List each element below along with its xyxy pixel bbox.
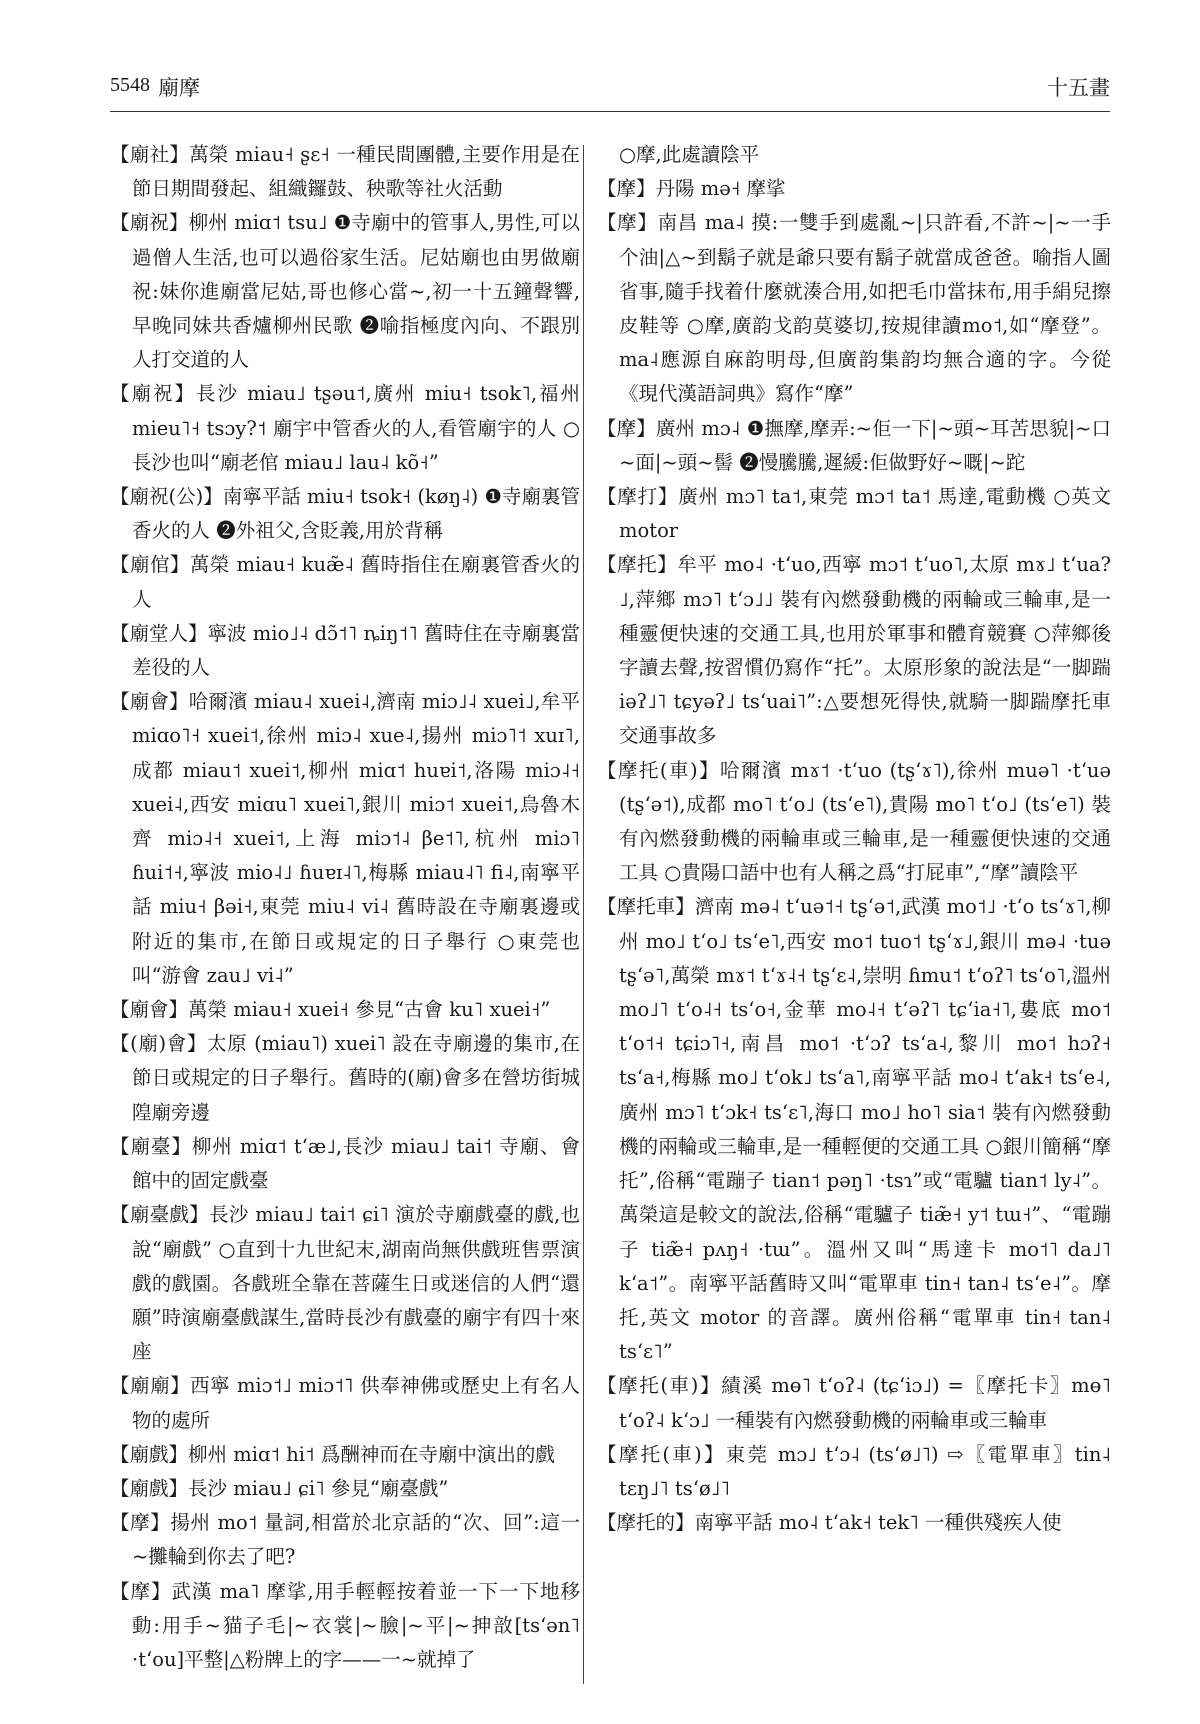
- entry-text: 武漢 ma˥ 摩挲,用手輕輕按着並一下一下地移動:用手~猫子毛|~衣裳|~臉|~平|~抻敨[tsʻən˥ ·tʻou]平整|△粉牌上的字——一~就掉了: [132, 1579, 580, 1671]
- entry-headword: 【廟戲】: [110, 1442, 189, 1466]
- dictionary-entry: [110, 993, 580, 1027]
- entry-headword: 【摩托(車)】: [597, 758, 721, 782]
- dictionary-entry: [597, 890, 1111, 1369]
- dictionary-entry: [597, 1506, 1111, 1540]
- entry-headword: 【摩】: [597, 177, 656, 201]
- dictionary-entry: [110, 617, 580, 685]
- dictionary-entry: [597, 1438, 1111, 1506]
- entry-headword: 【摩】: [597, 211, 658, 235]
- entry-text: 牟平 mo˨ ·tʻuo,西寧 mɔ˦ tʻuo˥,太原 mɤ˩ tʻua?˩,萍鄉 mɔ˥ tʻɔ˩˩ 裝有內燃發動機的兩輪或三輪車,是一種靈便快速的交通工具,也用於軍事和體育競賽 ○萍鄉後字讀去聲,按習慣仍寫作“托”。太原形象的說法是“一脚踹 iəʔ˩˥ tɕyəʔ˩ tsʻuai˥”:△要想死得快,就騎一脚踹摩托車交通事故多: [619, 553, 1111, 748]
- dictionary-entry: [597, 1369, 1111, 1437]
- dictionary-entry: [110, 1438, 580, 1472]
- entry-text: 績溪 mɵ˥ tʻoʔ˨ (tɕʻiɔ˩) =〖摩托卡〗mɵ˥ tʻoʔ˨ kʻɔ˩ 一種裝有內燃發動機的兩輪車或三輪車: [619, 1374, 1111, 1432]
- column-divider: [583, 145, 584, 1684]
- entry-headword: 【廟戲】: [110, 1476, 189, 1500]
- entry-text: 廣州 mɔ˥ ta˦,東莞 mɔ˦ ta˦ 馬達,電動機 ○英文 motor: [619, 485, 1111, 543]
- dictionary-entry: [597, 548, 1111, 753]
- entry-headword: 【廟臺】: [110, 1134, 192, 1158]
- dictionary-entry: [110, 377, 580, 480]
- page-title: 廟摩: [158, 76, 200, 100]
- running-header: [110, 66, 1110, 106]
- entry-headword: 【廟祝(公)】: [110, 485, 223, 509]
- entry-text: 柳州 miɑ˦ tʻæ˩,長沙 miau˩ tai˦ 寺廟、會館中的固定戲臺: [132, 1134, 580, 1193]
- entry-text: ○摩,此處讀陰平: [619, 143, 760, 166]
- entry-headword: 【摩托的】: [597, 1511, 695, 1535]
- dictionary-entry: [110, 1027, 580, 1130]
- dictionary-entry: [110, 1575, 580, 1678]
- dictionary-entry: [597, 480, 1111, 548]
- entry-headword: 【廟祝】: [110, 382, 196, 406]
- entry-text: 南寧平話 miu˧ tsok˧ (køŋ˨) ❶寺廟裏管香火的人 ❷外祖父,含貶義,用於背稱: [132, 485, 580, 543]
- entry-headword: 【廟廟】: [110, 1374, 191, 1398]
- entry-text: 長沙 miau˩ tai˦ ɕi˥ 演於寺廟戲臺的戲,也說“廟戲” ○直到十九世紀末,湖南尚無供戲班售票演戲的戲園。各戲班全靠在菩薩生日或迷信的人們“還願”時演廟臺戲謀生,當時長沙有戲臺的廟宇有四十來座: [132, 1203, 580, 1364]
- entry-text: 哈爾濱 mɤ˦ ·tʻuo (tʂʻɤ˥),徐州 muə˥ ·tʻuə (tʂʻə˦),成都 mo˥ tʻo˩ (tsʻe˥),貴陽 mo˥ tʻo˩ (tsʻe˥) 裝有內燃發動機的兩輪車或三輪車,是一種靈便快速的交通工具 ○貴陽口語中也有人稱之爲“打屁車”,“摩”讀陰平: [619, 758, 1111, 885]
- dictionary-entry: [110, 480, 580, 548]
- dictionary-entry: [110, 1130, 580, 1198]
- entry-headword: 【廟臺戲】: [110, 1203, 210, 1227]
- dictionary-entry: [597, 754, 1111, 891]
- entry-text: 柳州 miɑ˦ hi˦ 爲酬神而在寺廟中演出的戲: [188, 1442, 555, 1466]
- entry-headword: 【摩】: [110, 1579, 172, 1603]
- entry-text: 長沙 miau˩ tʂəu˦,廣州 miu˧ tsok˥,福州 mieu˥˧ tsɔy?˦ 廟宇中管香火的人,看管廟宇的人 ○長沙也叫“廟老倌 miau˩ lau˨ kõ˧”: [132, 382, 580, 474]
- entry-text: 萬榮 miau˧ xuei˧ 參見“古會 ku˥ xuei˧”: [188, 998, 551, 1022]
- entry-headword: 【摩打】: [597, 485, 679, 509]
- entry-headword: 【廟會】: [110, 998, 189, 1022]
- left-column: [110, 138, 580, 1677]
- dictionary-entry: [597, 412, 1111, 480]
- entry-headword: 【廟倌】: [110, 553, 190, 577]
- entry-headword: 【廟祝】: [110, 211, 189, 235]
- entry-headword: 【摩托車】: [597, 895, 695, 919]
- entry-text: 揚州 mo˦ 量詞,相當於北京話的“次、回”:這一~攤輪到你去了吧?: [132, 1511, 580, 1569]
- header-rule: [110, 111, 1110, 112]
- entry-text: 長沙 miau˩ ɕi˥ 參見“廟臺戲”: [188, 1476, 449, 1500]
- entry-text: 西寧 miɔ˦˩ miɔ˦˥ 供奉神佛或歷史上有名人物的處所: [132, 1374, 580, 1432]
- entry-headword: 【摩托】: [597, 553, 678, 577]
- dictionary-entry: [110, 206, 580, 377]
- entry-text: 萬榮 miau˧ kuæ̃˨ 舊時指住在廟裏管香火的人: [132, 553, 580, 611]
- dictionary-entry: [597, 172, 1111, 206]
- dictionary-entry: [110, 1506, 580, 1574]
- dictionary-entry: [110, 685, 580, 993]
- entry-text: 濟南 mə˨ tʻuə˦˧ tʂʻə˦,武漢 mo˦˩ ·tʻo tsʻɤ˥,柳州 mo˩ tʻo˩ tsʻe˥,西安 mo˦ tuo˦ tʂʻɤ˩,銀川 mə˨ ·tuə tʂʻə˥,萬榮 mɤ˦ tʻɤ˨˧ tʂʻɛ˨,崇明 ɦmu˦ tʻoʔ˥ tsʻo˥,溫州 mo˩˥ tʻo˨˧ tsʻo˧,金華 mo˨˧ tʻəʔ˥ tɕʻia˧˥,婁底 mo˦ tʻo˦˧ tɕiɔ˥˧,南昌 mo˦ ·tʻɔʔ tsʻa˨,黎川 mo˦ hɔʔ˧ tsʻa˧,梅縣 mo˩ tʻok˩ tsʻa˥,南寧平話 mo˨ tʻak˧ tsʻe˨,廣州 mɔ˥ tʻɔk˧ tsʻɛ˥,海口 mo˩ ho˥ sia˦ 裝有內燃發動機的兩輪或三輪車,是一種輕便的交通工具 ○銀川簡稱“摩托”,俗稱“電蹦子 tian˦ pəŋ˥ ·tsɿ”或“電驢 tian˦ ly˨”。萬榮這是較文的說法,俗稱“電驢子 tiæ̃˧ y˦ tɯ˧”、“電蹦子 tiæ̃˧ pʌŋ˧ ·tɯ”。溫州又叫“馬達卡 mo˦˥ da˩˥ kʻa˦”。南寧平話舊時又叫“電單車 tin˧ tan˨ tsʻe˨”。摩托,英文 motor 的音譯。廣州俗稱“電單車 tin˧ tan˨ tsʻɛ˥”: [619, 895, 1111, 1364]
- entry-headword: 【廟社】: [110, 143, 190, 166]
- entry-text: 丹陽 mə˧ 摩挲: [655, 177, 786, 201]
- dictionary-entry: [110, 1472, 580, 1506]
- entry-headword: 【摩托(車)】: [597, 1374, 722, 1398]
- dictionary-entry: [110, 1369, 580, 1437]
- entry-text: 南昌 ma˨ 摸:一雙手到處亂~|只許看,不許~|~一手个油|△~到鬍子就是爺只要有鬍子就當成爸爸。喻指人圖省事,隨手找着什麼就湊合用,如把毛巾當抹布,用手絹兒擦皮鞋等 ○摩,廣韵戈韵莫婆切,按規律讀mo˦,如“摩登”。ma˨應源自麻韵明母,但廣韵集韵均無合適的字。今從《現代漢語詞典》寫作“摩”: [619, 211, 1111, 406]
- entry-text: 柳州 miɑ˦ tsu˩ ❶寺廟中的管事人,男性,可以過僧人生活,也可以過俗家生活。尼姑廟也由男做廟祝:妹你進廟當尼姑,哥也修心當~,初一十五鐘聲響,早晚同妹共香爐柳州民歌 ❷喻指極度內向、不跟別人打交道的人: [132, 211, 580, 372]
- entry-headword: 【摩】: [110, 1511, 171, 1535]
- entry-text: 廣州 mɔ˨ ❶撫摩,摩弄:~佢一下|~頭~耳苦思貌|~口~面|~頭~髻 ❷慢騰騰,遲緩:佢做野好~嘅|~跎: [619, 416, 1111, 474]
- dictionary-entry: [110, 548, 580, 616]
- entry-headword: 【廟會】: [110, 690, 189, 714]
- entry-text: 太原 (miau˥) xuei˥ 設在寺廟邊的集市,在節日或規定的日子舉行。舊時的(廟)會多在營坊街城隍廟旁邊: [132, 1032, 580, 1124]
- entry-headword: 【摩】: [597, 416, 656, 440]
- dictionary-entry: [597, 138, 1111, 172]
- entry-headword: 【廟堂人】: [110, 621, 208, 645]
- dictionary-entry: [597, 206, 1111, 411]
- dictionary-entry: [110, 138, 580, 206]
- page-number: 5548: [110, 74, 150, 96]
- entry-text: 萬榮 miau˧ ʂɛ˧ 一種民間團體,主要作用是在節日期間發起、組織鑼鼓、秧歌等社火活動: [132, 143, 580, 201]
- entry-text: 南寧平話 mo˨ tʻak˧ tek˥ 一種供殘疾人使: [694, 1511, 1062, 1535]
- entry-text: 東莞 mɔ˩ tʻɔ˨ (tsʻø˩˥) ⇨〖電單車〗tin˨ tɛŋ˩˥ tsʻø˩˥: [619, 1442, 1111, 1500]
- entry-text: 寧波 mio˩˨ dɔ̃˦˥ ȵiŋ˦˥ 舊時住在寺廟裏當差役的人: [132, 621, 580, 680]
- right-column: [597, 138, 1111, 1540]
- dictionary-entry: [110, 1198, 580, 1369]
- entry-headword: 【(廟)會】: [110, 1032, 208, 1056]
- entry-headword: 【摩托(車)】: [597, 1442, 726, 1466]
- section-label: 十五畫: [1047, 76, 1110, 100]
- entry-text: 哈爾濱 miau˨ xuei˨,濟南 miɔ˩˨ xuei˩,牟平 miɑo˥˧ xuei˦,徐州 miɔ˨ xue˨,揚州 miɔ˥˦ xuɪ˥,成都 miau˦ xuei˦,柳州 miɑ˦ huɐi˦,洛陽 miɔ˨˧ xuei˨,西安 miɑu˥ xuei˥,銀川 miɔ˦ xuei˦,烏魯木齊 miɔ˨˧ xuei˦,上海 miɔ˦˨ βe˦˥,杭州 miɔ˥ ɦui˦˧,寧波 mio˨˩ ɦuɐɪ˨˥,梅縣 miau˨˥ fi˨,南寧平話 miu˧ βəi˧,東莞 miu˨ vi˨ 舊時設在寺廟裏邊或附近的集市,在節日或規定的日子舉行 ○東莞也叫“游會 zau˩ vi˨”: [132, 690, 580, 987]
